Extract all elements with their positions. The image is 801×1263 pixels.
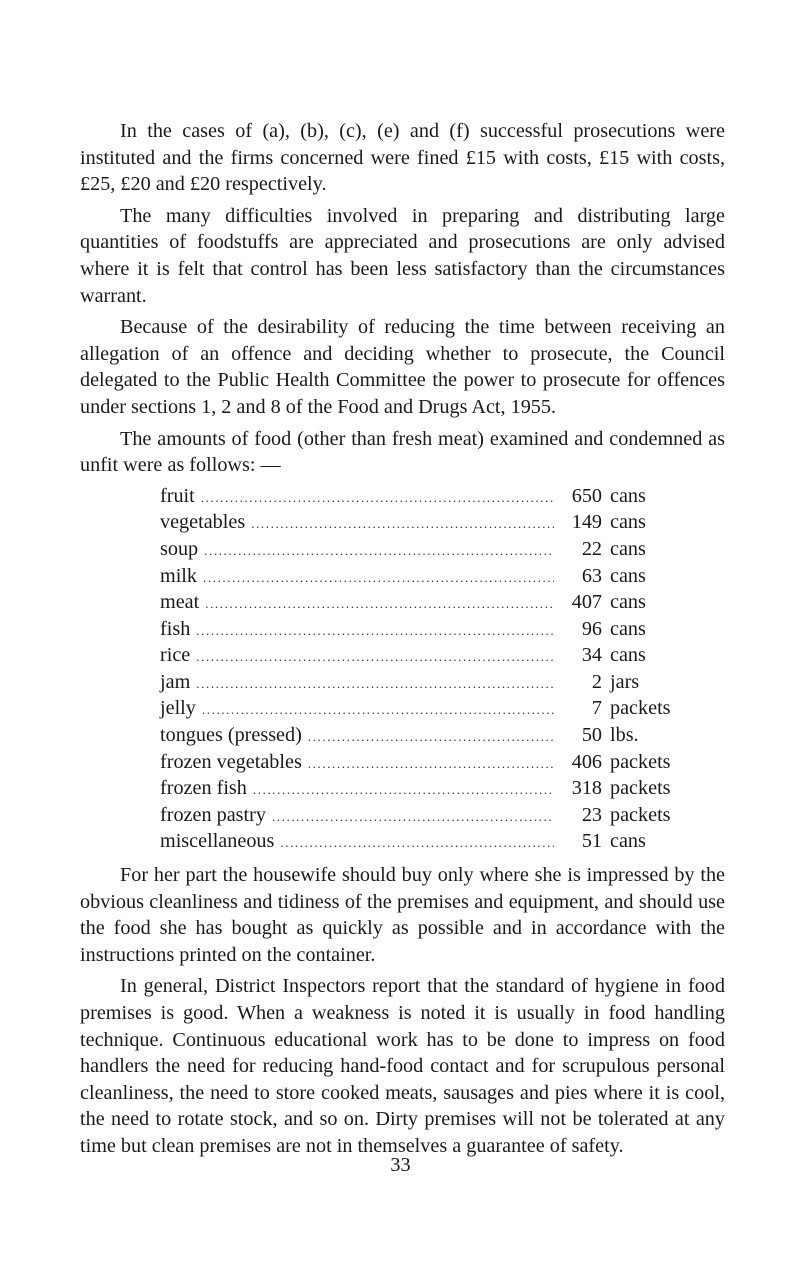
food-quantity: 149 bbox=[571, 511, 602, 534]
food-quantity: 23 bbox=[581, 803, 602, 826]
food-unit: cans bbox=[610, 644, 646, 667]
dot-leader bbox=[204, 538, 554, 565]
food-quantity: 318 bbox=[571, 777, 602, 800]
food-unit: cans bbox=[610, 830, 646, 853]
food-quantity: 96 bbox=[581, 617, 602, 640]
food-item: frozen vegetables bbox=[160, 750, 302, 773]
food-unit: packets bbox=[610, 750, 671, 773]
food-quantity: 50 bbox=[581, 724, 602, 747]
table-row bbox=[160, 509, 725, 536]
table-row bbox=[160, 616, 725, 643]
dot-leader bbox=[196, 644, 554, 671]
food-unit: cans bbox=[610, 511, 646, 534]
food-unit: packets bbox=[610, 803, 671, 826]
food-quantity: 406 bbox=[571, 750, 602, 773]
food-item: jelly bbox=[160, 697, 196, 720]
dot-leader bbox=[201, 485, 554, 512]
table-row bbox=[160, 642, 725, 669]
paragraph-delegation: Because of the desirability of reducing the time between receiving an allegation of an offence and deciding whether to prosecute, the Council delegated to the Public Health Committee the power to prosecute for offences under sections 1, 2 and 8 of the Food and Drugs Act, 1955. bbox=[80, 316, 725, 418]
food-unit: packets bbox=[610, 777, 671, 800]
dot-leader bbox=[203, 565, 554, 592]
table-row bbox=[160, 536, 725, 563]
food-unit: lbs. bbox=[610, 724, 639, 747]
paragraph-difficulties: The many difficulties involved in preparing and distributing large quantities of foodstuffs are appreciated and prosecutions are only advised where it is felt that control has been less satisfactory than the circumstances warrant. bbox=[80, 204, 725, 307]
table-row bbox=[160, 669, 725, 696]
food-quantity: 51 bbox=[581, 830, 602, 853]
document-page bbox=[80, 118, 725, 1160]
dot-leader bbox=[205, 591, 554, 618]
dot-leader bbox=[272, 804, 554, 831]
table-row bbox=[160, 483, 725, 510]
table-row bbox=[160, 775, 725, 802]
food-item: soup bbox=[160, 537, 199, 560]
food-item: miscellaneous bbox=[160, 830, 275, 853]
food-item: frozen pastry bbox=[160, 803, 266, 826]
food-item: fruit bbox=[160, 484, 195, 507]
paragraph-prosecutions: In the cases of (a), (b), (c), (e) and (f) successful prosecutions were instituted and the firms concerned were fined £15 with costs, £15 with costs, £25, £20 and £20 respectively. bbox=[80, 120, 725, 196]
food-quantity: 7 bbox=[591, 697, 602, 720]
food-item: rice bbox=[160, 644, 191, 667]
food-quantity: 407 bbox=[571, 591, 602, 614]
food-item: frozen fish bbox=[160, 777, 247, 800]
table-row bbox=[160, 563, 725, 590]
dot-leader bbox=[280, 830, 554, 857]
food-unit: cans bbox=[610, 591, 646, 614]
food-unit: cans bbox=[610, 617, 646, 640]
paragraph-general: In general, District Inspectors report that the standard of hygiene in food premises is good. When a weakness is noted it is usually in food handling technique. Continuous educational work has to be done to impress on food handlers the need for reducing hand-food contact and for scrupulous personal cleanliness, the need to store cooked meats, sausages and pies where it is cool, the need to rotate stock, and so on. Dirty premises will not be tolerated at any time but clean premises are not in themselves a guarantee of safety. bbox=[80, 975, 725, 1157]
food-unit: cans bbox=[610, 484, 646, 507]
table-row bbox=[160, 802, 725, 829]
paragraph-housewife: For her part the housewife should buy only where she is impressed by the obvious cleanliness and tidiness of the premises and equipment, and should use the food she has bought as quickly as possible and in accordance with the instructions printed on the container. bbox=[80, 864, 725, 966]
food-item: meat bbox=[160, 591, 200, 614]
food-item: fish bbox=[160, 617, 191, 640]
dot-leader bbox=[202, 697, 554, 724]
page-number: 33 bbox=[390, 1154, 411, 1176]
food-item: tongues (pressed) bbox=[160, 724, 302, 747]
food-item: milk bbox=[160, 564, 198, 587]
food-quantity: 650 bbox=[571, 484, 602, 507]
dot-leader bbox=[308, 724, 554, 751]
food-unit: packets bbox=[610, 697, 671, 720]
food-item: jam bbox=[160, 670, 191, 693]
dot-leader bbox=[196, 671, 554, 698]
table-row bbox=[160, 828, 725, 855]
food-quantity: 2 bbox=[591, 670, 602, 693]
dot-leader bbox=[251, 511, 554, 538]
food-item: vegetables bbox=[160, 511, 246, 534]
food-quantity: 34 bbox=[581, 644, 602, 667]
dot-leader bbox=[196, 618, 554, 645]
food-unit: cans bbox=[610, 537, 646, 560]
dot-leader bbox=[253, 777, 554, 804]
food-unit: jars bbox=[610, 670, 640, 693]
table-row bbox=[160, 695, 725, 722]
table-row bbox=[160, 722, 725, 749]
food-quantity: 22 bbox=[581, 537, 602, 560]
condemned-food-table bbox=[160, 483, 725, 855]
food-unit: cans bbox=[610, 564, 646, 587]
paragraph-amounts-intro: The amounts of food (other than fresh meat) examined and condemned as unfit were as follows: — bbox=[80, 427, 725, 477]
food-quantity: 63 bbox=[581, 564, 602, 587]
table-row bbox=[160, 589, 725, 616]
table-row bbox=[160, 749, 725, 776]
dot-leader bbox=[308, 751, 554, 778]
